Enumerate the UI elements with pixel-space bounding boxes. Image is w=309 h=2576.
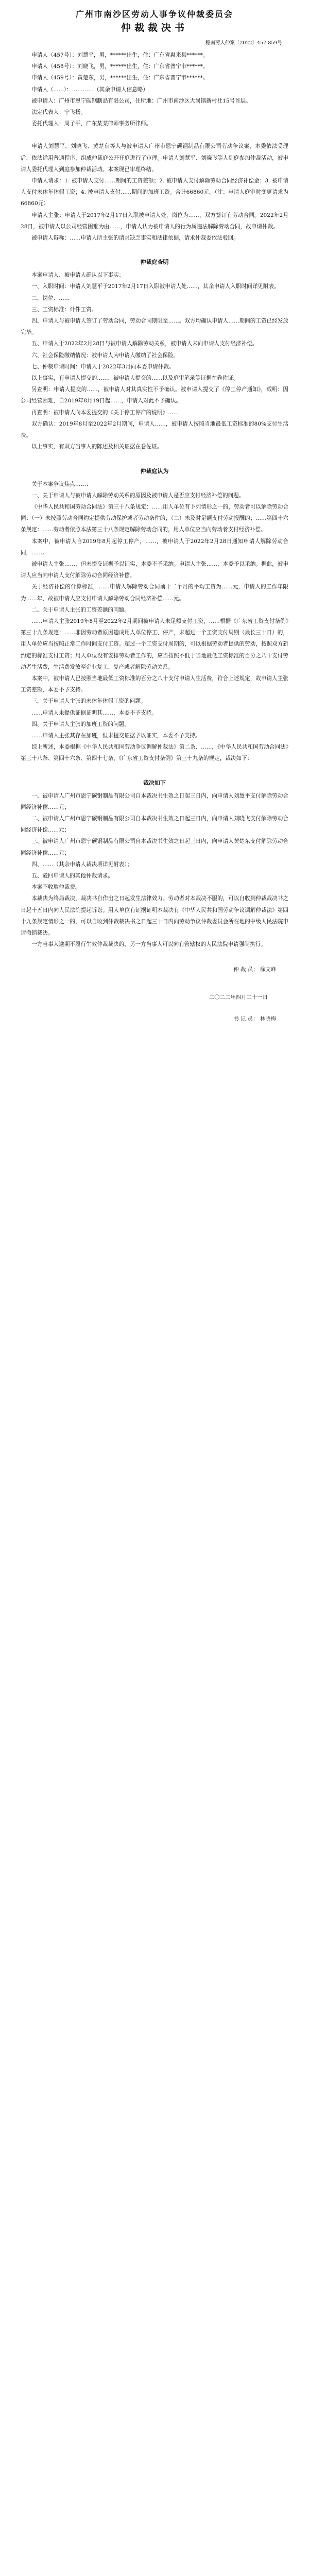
section-paragraph: 五、申请人于2022年2月28日与被申请人解除劳动关系，被申请人未向申请人支付经济补偿。 <box>31 341 258 347</box>
section-paragraph: 三、被申请人广州市恩宁碳钢制品有限公司自本裁决书生效之日起三日内，向申请人黄楚东支付解除劳动合同经济补偿……元； <box>21 838 288 856</box>
party-line: 被申请人：广州市恩宁碳钢制品有限公司，住所地：广州市南沙区大岗镇新村社15号首层。 <box>31 97 251 104</box>
party-line: 法定代表人：宁飞扬。 <box>31 109 87 116</box>
section-paragraph: 关于本案争议焦点……： <box>31 481 92 487</box>
section-paragraph: 双方确认：2019年8月至2022年2月期间，申请人……，被申请人按照当地最低工资标准的80%支付生活费。 <box>21 420 288 439</box>
party-line: 委托代理人：周子平，广东某某律师事务所律师。 <box>31 121 152 127</box>
body-block <box>21 129 288 244</box>
party-line: 申请人（......）：…………（其余申请人信息略） <box>31 86 148 93</box>
section-paragraph: 一、入职时间：申请人刘慧平于2017年2月17日入职被申请人处……，其余申请人入职时间详见附表。 <box>31 283 280 290</box>
body-paragraph: 申请人请求：1. 被申请人支付……期间的工资差额；2. 被申请人支付解除劳动合同经济补偿金；3. 被申请人支付未休年休假工资；4. 被申请人支付……期间的加班工资。合计66860元。（注：申请人庭审时变更请求为66860元） <box>21 178 288 207</box>
document-title: 仲裁裁决书 <box>121 22 188 33</box>
section-paragraph: 七、仲裁申请时间：申请人于2022年3月向本委申请仲裁。 <box>31 363 175 370</box>
section-paragraph: 综上所述，本委根据《中华人民共和国劳动争议调解仲裁法》第二条、……，《中华人民共和国劳动合同法》第三十八条、第四十六条、第四十七条，《广东省工资支付条例》第三十九条的规定，裁决如下： <box>21 744 288 762</box>
section-paragraph: ……申请人主张2019年8月至2022年2月期间被申请人未足额支付工资，……根据《广东省工资支付条例》第三十九条规定：……非因劳动者原因造成用人单位停工、停产，未超过一个工资支付周期（最长三十日）的，用人单位应当按照正常工作时间支付工资。超过一个工资支付周期的，可以根据劳动者提供的劳动，按照双方新约定的标准支付工资；用人单位没有安排劳动者工作的，应当按照不低于当地最低工资标准的百分之八十支付劳动者生活费，生活费发放至企业复工、复产或者解除劳动关系。 <box>21 618 288 670</box>
body-paragraph: 申请人刘慧平、刘晓飞、黄楚东等人与被申请人广州市恩宁碳钢制品有限公司劳动争议案，本委依法受理后，依法适用普通程序，组成仲裁庭公开开庭进行了审理。申请人刘慧平、刘晓飞等人到庭参加仲裁活动，被申请人委托代理人到庭参加仲裁活动。本案现已审理终结。 <box>21 143 288 173</box>
section-paragraph: 本案中，被申请人自2019年8月起停工停产，……，被申请人于2022年2月28日通知申请人解除劳动合同，……。 <box>21 538 288 556</box>
section-paragraph: 二、关于申请人主张的工资差额的问题。 <box>31 606 130 613</box>
party-line: 申请人（458号）：刘晓飞，男，******出生，住：广东省普宁市******。 <box>31 63 209 70</box>
party-line: 申请人（457号）：刘慧平，男，******出生，住：广东省惠来县******。 <box>31 52 209 58</box>
section-paragraph: 以上事实，有申请人提交的……、被申请人提交的……以及庭审笔录等证据在卷佐证。 <box>31 375 239 382</box>
section-paragraph: 被申请人主张……，但未提交证据予以证实，本委不予采纳。申请人主张……，本委予以采纳。据此，被申请人应当向申请人支付解除劳动合同经济补偿。 <box>21 561 288 579</box>
section-paragraph: 另查明：申请人提交的……，被申请人对其真实性不予确认。被申请人提交了《停工停产通知》，载明：因公司经营困难，自2019年8月19日起……，申请人对此不予确认。 <box>21 386 288 404</box>
signature-block <box>21 963 288 1025</box>
section-paragraph: 五、驳回申请人的其他仲裁请求。 <box>31 873 114 879</box>
arbitrator-line: 仲 裁 员： 徐文峰 <box>233 967 276 973</box>
section-title: 仲裁庭查明 <box>140 259 169 266</box>
section-title: 仲裁庭认为 <box>140 467 169 474</box>
sections-block <box>21 244 288 950</box>
section-title: 裁决如下 <box>143 779 166 786</box>
section-paragraph: 三、关于申请人主张的未休年休假工资的问题。 <box>31 698 146 705</box>
section-paragraph: 本裁决为终局裁决，裁决书自作出之日起发生法律效力。劳动者对本裁决不服的，可以自收到仲裁裁决书之日起十五日内向人民法院提起诉讼。用人单位有证据证明本裁决有《中华人民共和国劳动争议调解仲裁法》第四十九条规定情形之一的，可以自收到仲裁裁决书之日起三十日内向劳动争议仲裁委员会所在地的中级人民法院申请撤销裁决。 <box>21 895 288 937</box>
section-paragraph: 一方当事人逾期不履行生效仲裁裁决的，另一方当事人可以向有管辖权的人民法院申请强制执行。 <box>31 941 266 948</box>
section-paragraph: 四、申请人与被申请人签订了劳动合同，劳动合同期限至……。双方均确认申请人……期间的工资已经发放完毕。 <box>21 318 288 336</box>
section-paragraph: ……申请人主张其存在加班，但未提交证据予以证实，本委不予支持。 <box>31 732 201 739</box>
section-paragraph: 四、关于申请人主张的加班工资的问题。 <box>31 721 130 727</box>
section-paragraph: 以上事实，有双方当事人的陈述及相关证据在卷佐证。 <box>31 444 163 450</box>
body-paragraph: 被申请人辩称：……申请人所主张的请求缺乏事实和法律依据，请求仲裁委依法驳回。 <box>31 235 239 242</box>
clerk-line: 书 记 员： 林晓梅 <box>233 1016 276 1023</box>
section-paragraph: 关于经济补偿的计算标准，……申请人解除劳动合同前十二个月的平均工资为……元，申请人的工作年限为……年，故被申请人应支付申请人解除劳动合同经济补偿……元。 <box>21 584 288 602</box>
section-paragraph: 二、被申请人广州市恩宁碳钢制品有限公司自本裁决书生效之日起三日内，向申请人刘晓飞支付解除劳动合同经济补偿……元； <box>21 815 288 834</box>
party-line: 申请人（459号）：黄楚东，男，******出生，住：广东省普宁市******。 <box>31 75 209 81</box>
section-paragraph: 本案中，被申请人已按照当地最低工资标准的百分之八十支付申请人生活费，符合上述规定，故申请人主张工资差额，本委不予支持。 <box>21 675 288 693</box>
case-number: 穗南劳人仲案〔2022〕457-859号 <box>205 40 282 46</box>
section-paragraph: 一、被申请人广州市恩宁碳钢制品有限公司自本裁决书生效之日起三日内，向申请人刘慧平支付解除劳动合同经济补偿……元； <box>21 792 288 810</box>
section-paragraph: 《中华人民共和国劳动合同法》第三十八条规定：……用人单位有下列情形之一的，劳动者可以解除劳动合同：（一）未按照劳动合同约定提供劳动保护或者劳动条件的；（二）未及时足额支付劳动报酬的；……第四十六条规定：……劳动者依照本法第三十八条规定解除劳动合同的，用人单位应当向劳动者支付经济补偿。 <box>21 503 288 533</box>
section-paragraph: 六、社会保险缴纳情况：被申请人为申请人缴纳了社会保险。 <box>31 352 179 359</box>
body-paragraph: 申请人主张：申请人于2017年2月17日入职被申请人处，岗位为……，双方签订有劳动合同。2022年2月28日，被申请人以公司经营困难为由……，申请人认为被申请人的行为属违法解除劳动合同，故申请仲裁。 <box>21 212 288 230</box>
section-paragraph: 本案不收取仲裁费。 <box>31 884 81 891</box>
section-paragraph: 二、岗位：…… <box>31 295 70 301</box>
section-paragraph: 四、……（其余申请人裁决项详见附表）； <box>31 861 133 868</box>
date-line: 二〇二二年四月二十一日 <box>209 994 268 1001</box>
section-paragraph: 三、工资标准：计件工资。 <box>31 306 97 313</box>
parties-block <box>21 49 288 129</box>
commission-name: 广州市南沙区劳动人事争议仲裁委员会 <box>75 9 233 19</box>
section-paragraph: 再查明：被申请人向本委提交的《关于停工停产的说明》…… <box>31 409 179 416</box>
section-paragraph: 一、关于申请人与被申请人解除劳动关系的原因及被申请人是否应支付经济补偿的问题。 <box>31 492 245 499</box>
section-paragraph: 本案申请人、被申请人确认以下事实： <box>31 272 125 279</box>
section-paragraph: ……申请人未提供证据证明其……，本委不予支持。 <box>31 709 157 716</box>
